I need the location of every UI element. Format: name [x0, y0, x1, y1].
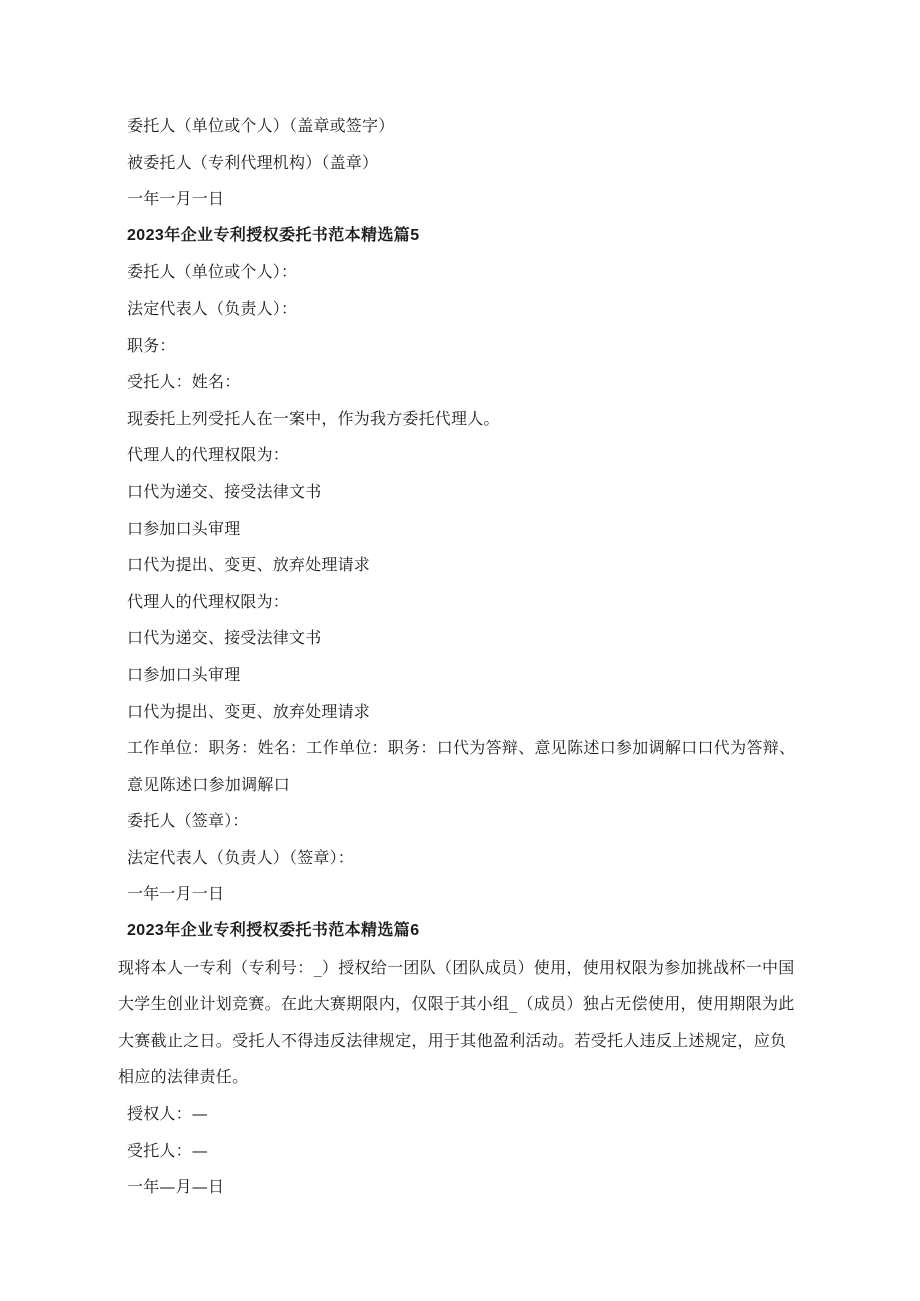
section5-line: 现委托上列受托人在一案中，作为我方委托代理人。	[127, 408, 500, 428]
section5-line: 口代为提出、变更、放弃处理请求	[127, 555, 371, 575]
section5-line: 法定代表人（负责人）：	[127, 298, 298, 318]
section5-closing-line: 委托人（签章）：	[127, 811, 249, 831]
agent-signature-line: 被委托人（专利代理机构）（盖章）	[127, 152, 379, 172]
document-body	[118, 108, 799, 1206]
section5-line: 口参加口头审理	[127, 518, 241, 538]
section5-line: 受托人：姓名：	[127, 372, 241, 392]
section6-heading: 2023年企业专利授权委托书范本精选篇6	[127, 922, 420, 940]
section5-line: 口参加口头审理	[127, 664, 241, 684]
section5-heading: 2023年企业专利授权委托书范本精选篇5	[127, 226, 420, 244]
section5-paragraph: 工作单位：职务：姓名：工作单位：职务：口代为答辩、意见陈述口参加调解口口代为答辩、意见陈述口参加调解口	[127, 738, 796, 794]
section6-closing-line: 一年—月—日	[127, 1177, 225, 1197]
section5-line: 委托人（单位或个人）：	[127, 262, 298, 282]
principal-signature-line: 委托人（单位或个人）（盖章或签字）	[127, 116, 395, 135]
section5-line: 代理人的代理权限为：	[127, 445, 290, 465]
section5-line: 口代为递交、接受法律文书	[127, 481, 322, 501]
section5-closing-line: 法定代表人（负责人）（签章）：	[127, 847, 355, 867]
date-line: 一年一月一日	[127, 189, 225, 209]
section5-closing-line: 一年一月一日	[127, 884, 225, 904]
section5-line: 代理人的代理权限为：	[127, 591, 290, 611]
section6-closing-line: 受托人：—	[127, 1140, 209, 1160]
section6-paragraph: 现将本人一专利（专利号：_）授权给一团队（团队成员）使用，使用权限为参加挑战杯一中国大学生创业计划竞赛。在此大赛期限内，仅限于其小组_（成员）独占无偿使用，使用期限为此大赛截止之日。受托人不得违反法律规定，用于其他盈利活动。若受托人违反上述规定，应负相应的法律责任。	[118, 957, 795, 1087]
section5-line: 职务：	[127, 335, 176, 355]
section6-closing-line: 授权人：—	[127, 1104, 209, 1124]
section5-line: 口代为提出、变更、放弃处理请求	[127, 701, 371, 721]
section5-line: 口代为递交、接受法律文书	[127, 628, 322, 648]
